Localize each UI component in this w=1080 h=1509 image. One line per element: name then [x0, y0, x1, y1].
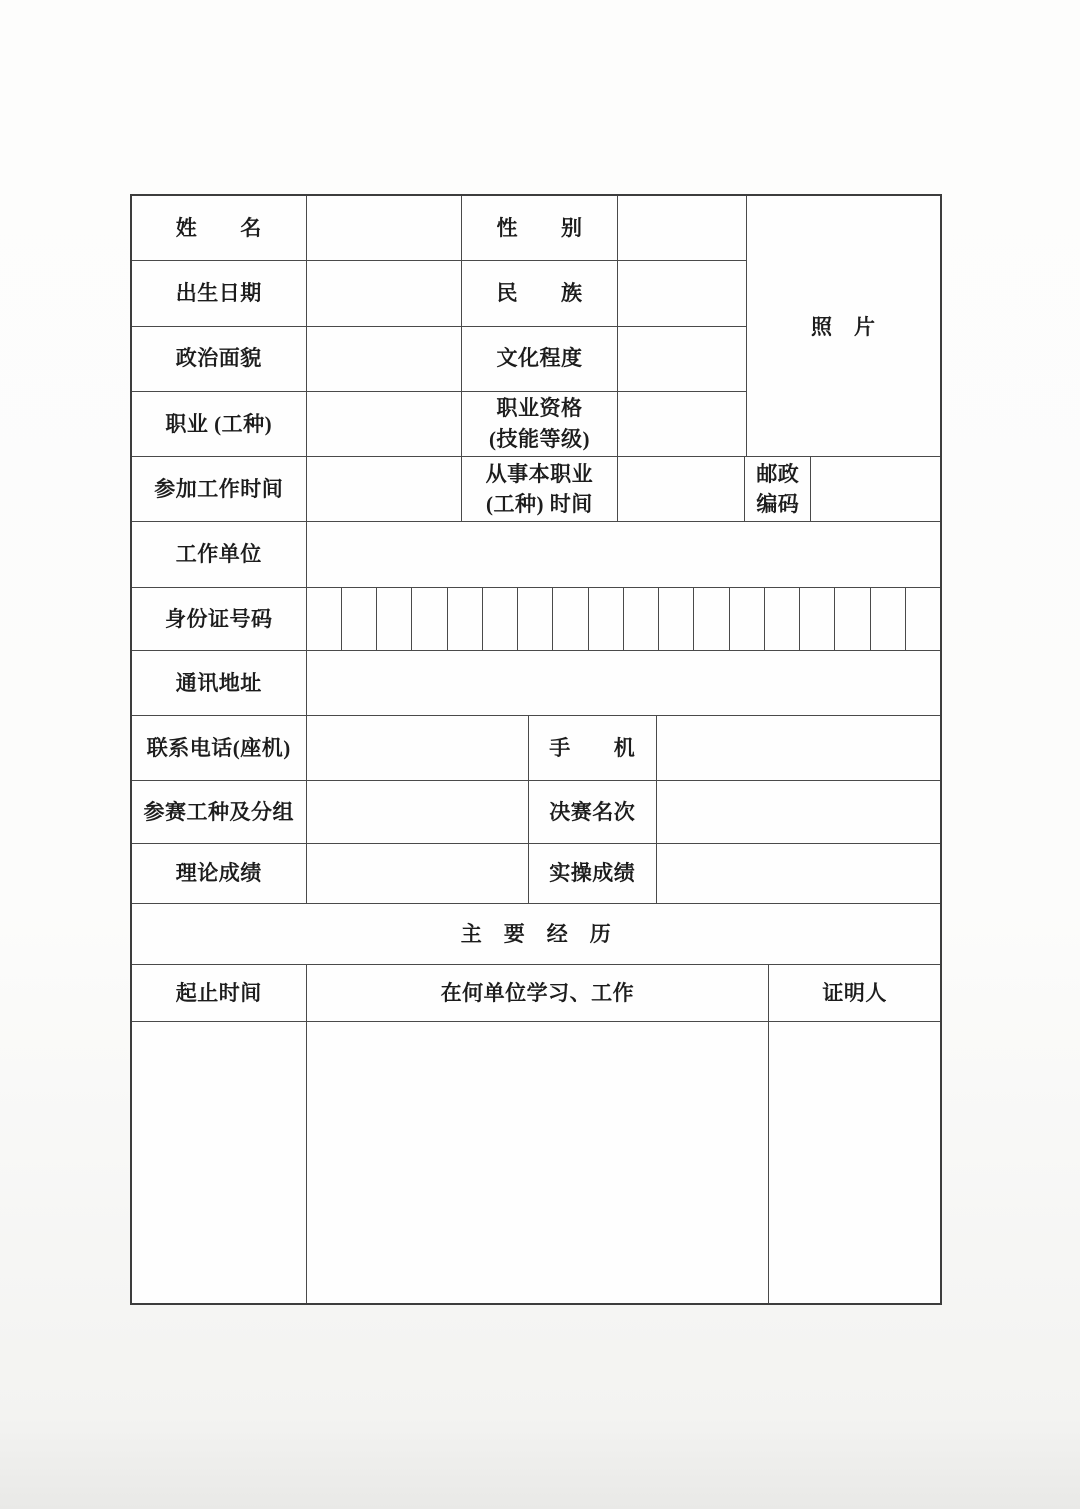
id-digit-cell[interactable] — [518, 588, 553, 650]
postal-code-label-line1: 邮政 — [756, 461, 800, 486]
id-digit-cell[interactable] — [307, 588, 342, 650]
occupation-tenure-label-line1: 从事本职业 — [485, 461, 594, 486]
occupation-label: 职业 (工种) — [132, 392, 307, 456]
id-number-label: 身份证号码 — [132, 588, 307, 650]
id-digit-cell[interactable] — [800, 588, 835, 650]
occupation-tenure-label-line2: (工种) 时间 — [486, 492, 593, 516]
experience-period-header: 起止时间 — [132, 965, 307, 1021]
id-digit-cell[interactable] — [871, 588, 906, 650]
mobile-value-cell[interactable] — [657, 716, 940, 780]
id-digit-cell[interactable] — [553, 588, 588, 650]
row-experience-entry — [132, 1022, 940, 1303]
political-status-value-cell[interactable] — [307, 327, 463, 391]
id-digit-cell[interactable] — [730, 588, 765, 650]
id-digit-cell[interactable] — [448, 588, 483, 650]
row-occupation-qualification — [132, 392, 746, 456]
work-start-value-cell[interactable] — [307, 457, 463, 521]
ethnicity-value-cell[interactable] — [618, 261, 746, 325]
id-digit-cell[interactable] — [412, 588, 447, 650]
id-digit-cell[interactable] — [765, 588, 800, 650]
row-political-education — [132, 327, 746, 392]
gender-value-cell[interactable] — [618, 196, 746, 260]
id-digit-cell[interactable] — [694, 588, 729, 650]
political-status-label: 政治面貌 — [132, 327, 307, 391]
occupation-tenure-value-cell[interactable] — [618, 457, 746, 521]
top-section — [132, 196, 940, 457]
qualification-label-line2: (技能等级) — [489, 426, 591, 451]
event-group-label: 参赛工种及分组 — [132, 781, 307, 843]
id-digit-cells — [307, 588, 940, 650]
ethnicity-label: 民 族 — [462, 261, 618, 325]
row-workstart-tenure-postal — [132, 457, 940, 522]
theory-score-value-cell[interactable] — [307, 844, 529, 903]
id-digit-cell[interactable] — [835, 588, 870, 650]
id-digit-cell[interactable] — [906, 588, 940, 650]
education-value-cell[interactable] — [618, 327, 746, 391]
id-digit-cell[interactable] — [377, 588, 412, 650]
work-unit-label: 工作单位 — [132, 522, 307, 587]
row-scores — [132, 844, 940, 904]
birth-date-label: 出生日期 — [132, 261, 307, 325]
qualification-label-line1: 职业资格 — [496, 396, 583, 421]
registration-form-table — [130, 194, 942, 1305]
row-phones — [132, 716, 940, 781]
row-experience-columns — [132, 965, 940, 1022]
final-rank-label: 决赛名次 — [529, 781, 657, 843]
landline-value-cell[interactable] — [307, 716, 529, 780]
row-birth-ethnicity — [132, 261, 746, 326]
education-label: 文化程度 — [462, 327, 618, 391]
work-unit-value-cell[interactable] — [307, 522, 940, 587]
address-value-cell[interactable] — [307, 651, 940, 715]
mobile-label: 手 机 — [529, 716, 657, 780]
row-address — [132, 651, 940, 716]
row-event-rank — [132, 781, 940, 844]
practical-score-label: 实操成绩 — [529, 844, 657, 903]
postal-code-value-cell[interactable] — [811, 457, 940, 521]
photo-box[interactable] — [746, 196, 940, 456]
id-digit-cell[interactable] — [659, 588, 694, 650]
name-value-cell[interactable] — [307, 196, 463, 260]
final-rank-value-cell[interactable] — [657, 781, 940, 843]
name-label: 姓 名 — [132, 196, 307, 260]
experience-witness-header: 证明人 — [822, 980, 887, 1005]
birth-date-value-cell[interactable] — [307, 261, 463, 325]
id-digit-cell[interactable] — [483, 588, 518, 650]
practical-score-value-cell[interactable] — [657, 844, 940, 903]
work-start-label: 参加工作时间 — [132, 457, 307, 521]
row-id-number — [132, 588, 940, 651]
top-left-grid — [132, 196, 746, 456]
experience-period-cell[interactable] — [132, 1022, 307, 1303]
postal-code-label — [745, 457, 811, 521]
photo-label: 照 片 — [811, 315, 876, 339]
event-group-value-cell[interactable] — [307, 781, 529, 843]
row-experience-header — [132, 904, 940, 965]
id-digit-cell[interactable] — [624, 588, 659, 650]
qualification-label — [462, 392, 618, 456]
occupation-value-cell[interactable] — [307, 392, 463, 456]
experience-witness-cell[interactable] — [769, 1022, 940, 1303]
id-digit-cell[interactable] — [342, 588, 377, 650]
gender-label: 性 别 — [462, 196, 618, 260]
experience-unit-header: 在何单位学习、工作 — [307, 965, 770, 1021]
row-work-unit — [132, 522, 940, 588]
id-digit-cell[interactable] — [589, 588, 624, 650]
experience-unit-cell[interactable] — [307, 1022, 770, 1303]
qualification-value-cell[interactable] — [618, 392, 746, 456]
occupation-tenure-label — [462, 457, 618, 521]
postal-code-label-line2: 编码 — [756, 492, 800, 516]
landline-label: 联系电话(座机) — [132, 716, 307, 780]
experience-section-title: 主 要 经 历 — [460, 921, 612, 946]
address-label: 通讯地址 — [132, 651, 307, 715]
theory-score-label: 理论成绩 — [132, 844, 307, 903]
row-name-gender — [132, 196, 746, 261]
